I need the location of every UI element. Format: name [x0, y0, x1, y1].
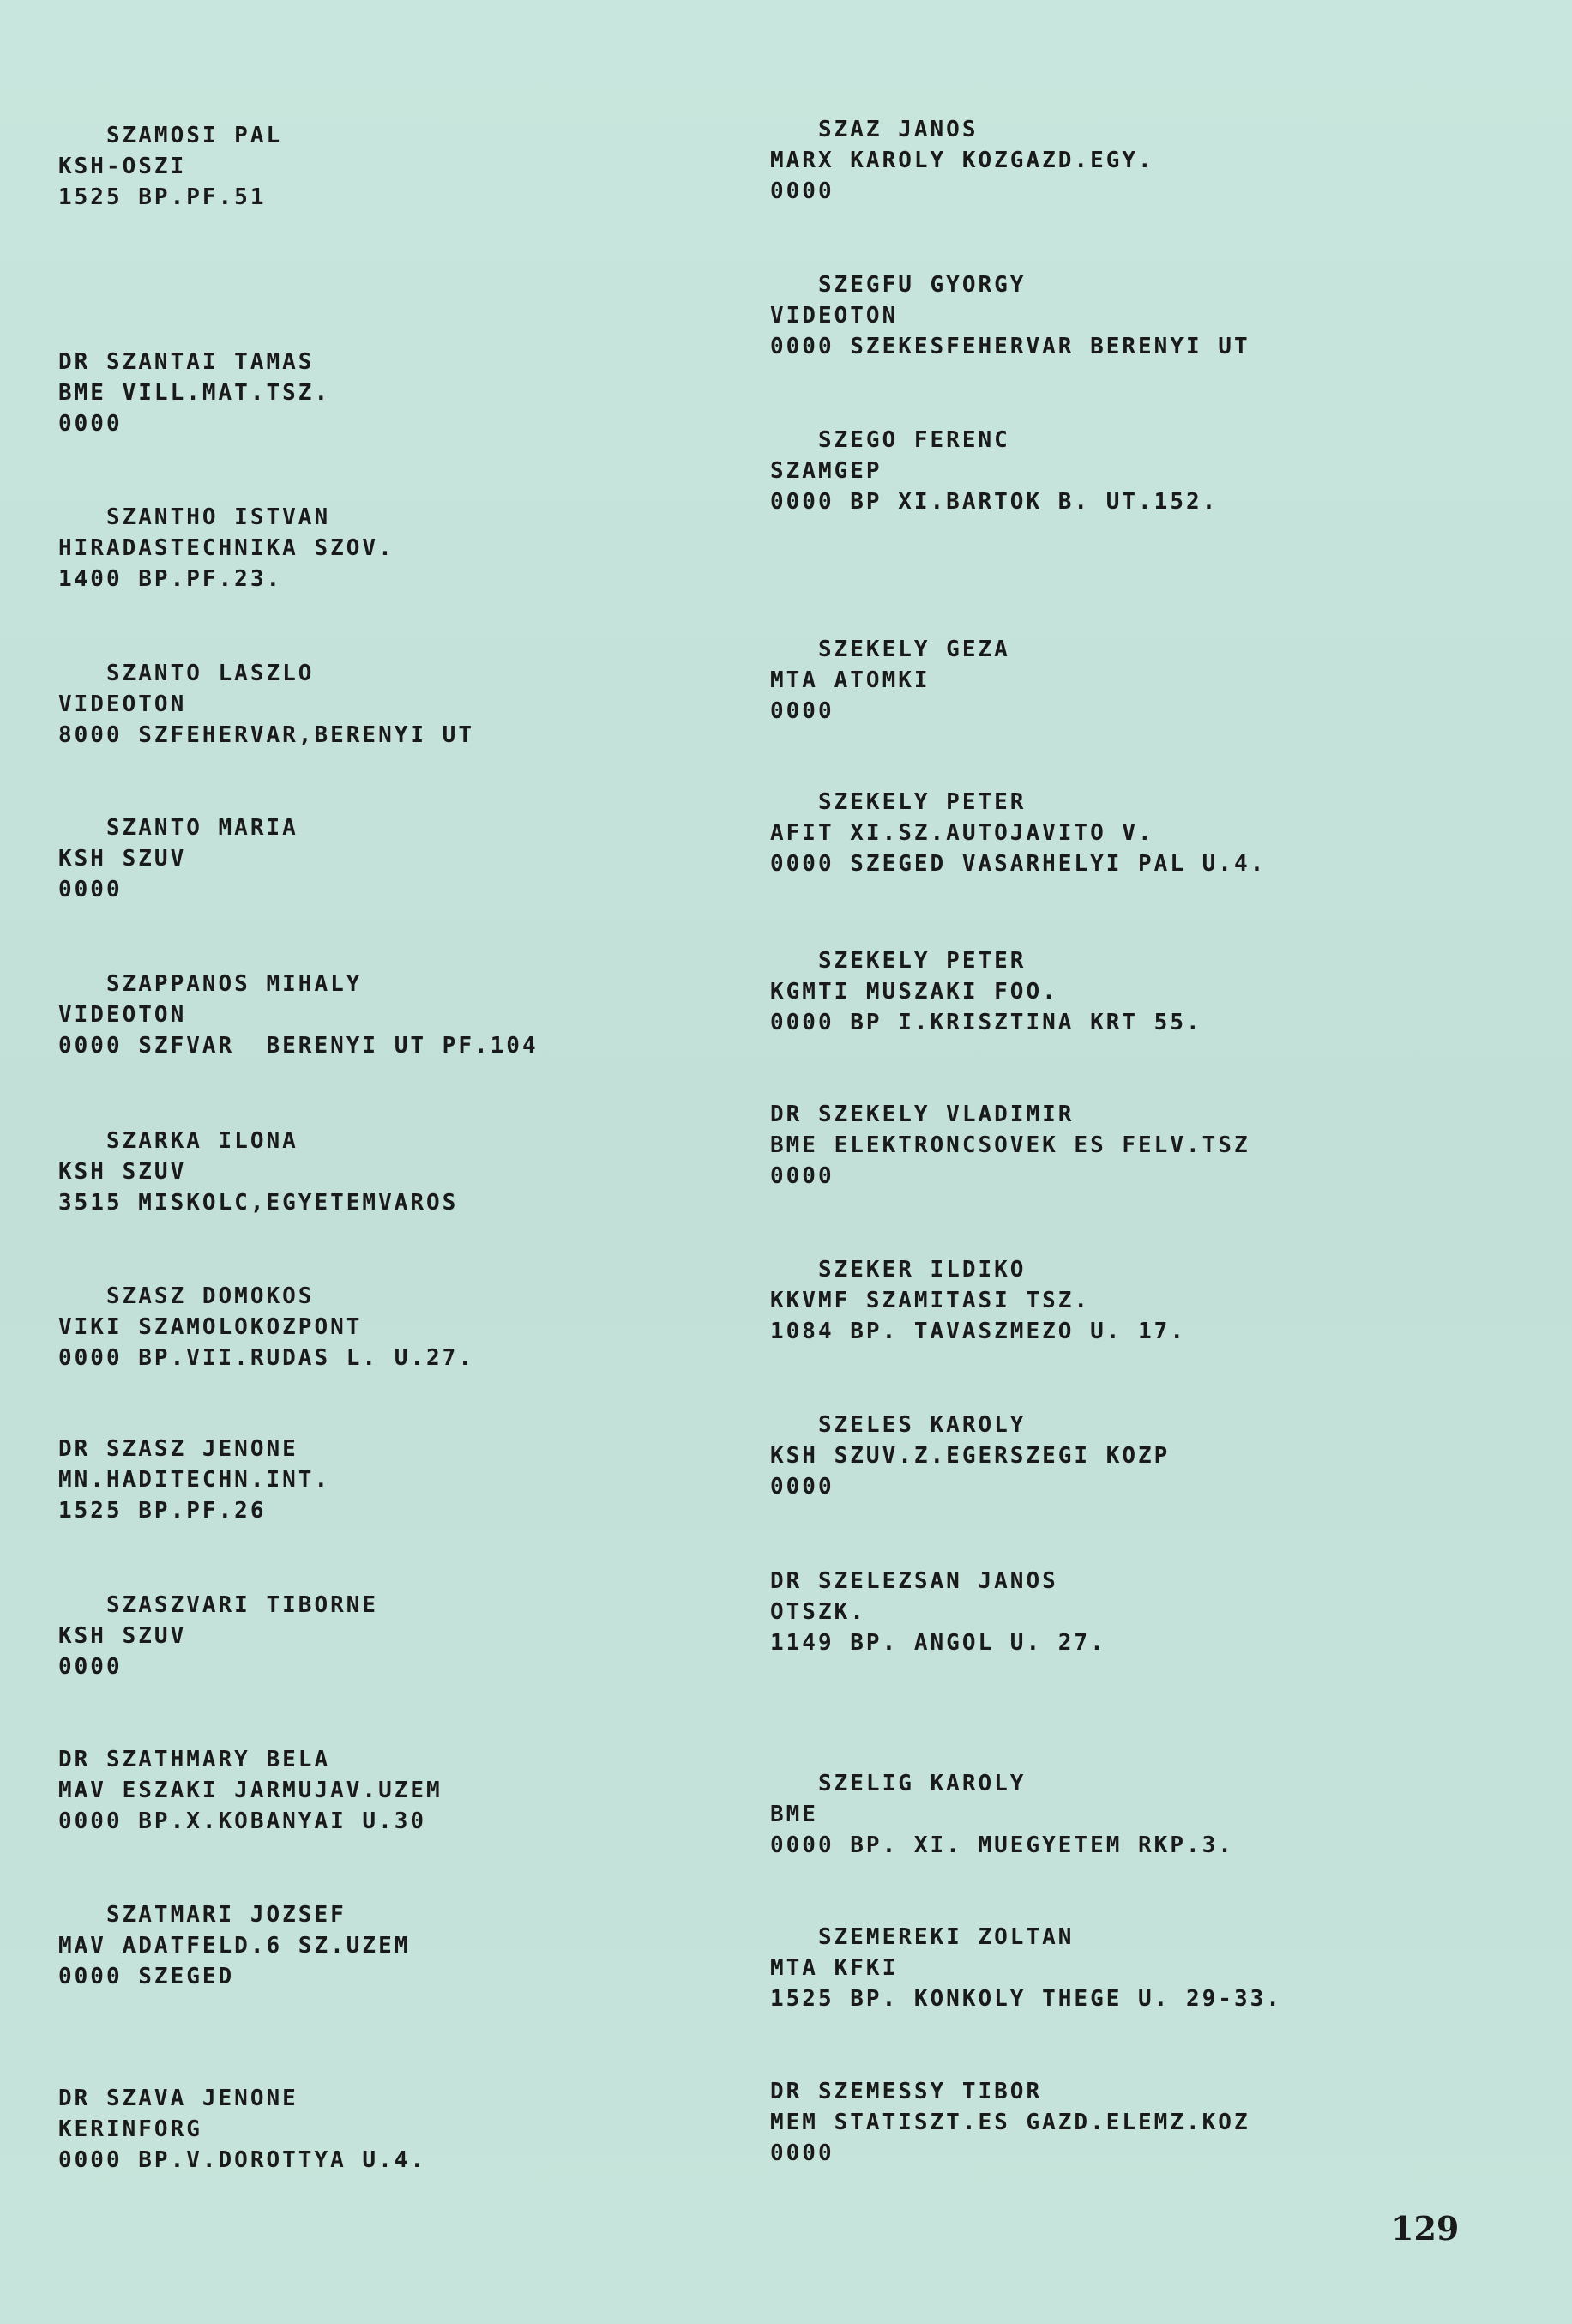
entry-name: DR SZANTAI TAMAS: [58, 349, 315, 375]
directory-entry: [770, 425, 1473, 517]
entry-organization: VIDEOTON: [58, 1002, 187, 1028]
entry-name: SZEGFU GYORGY: [770, 272, 1027, 298]
entry-organization: BME ELEKTRONCSOVEK ES FELV.TSZ: [770, 1132, 1250, 1158]
entry-name: SZANTO LASZLO: [58, 661, 315, 686]
entry-address: 0000: [58, 411, 123, 437]
directory-entry: [770, 269, 1473, 362]
entry-organization: MEM STATISZT.ES GAZD.ELEMZ.KOZ: [770, 2110, 1250, 2135]
directory-entry: [58, 969, 762, 1061]
entry-address: 0000: [770, 698, 834, 724]
entry-address: 1525 BP.PF.51: [58, 184, 267, 210]
directory-entry: [58, 502, 762, 595]
entry-name: SZEMEREKI ZOLTAN: [770, 1924, 1075, 1950]
entry-name: SZASZVARI TIBORNE: [58, 1592, 379, 1618]
entry-address: 8000 SZFEHERVAR,BERENYI UT: [58, 722, 474, 748]
entry-name: SZANTO MARIA: [58, 815, 298, 841]
entry-address: 0000 BP.VII.RUDAS L. U.27.: [58, 1345, 474, 1371]
entry-name: DR SZELEZSAN JANOS: [770, 1568, 1058, 1594]
entry-address: 0000: [770, 178, 834, 204]
entry-organization: KSH SZUV: [58, 1159, 187, 1185]
entry-organization: KSH-OSZI: [58, 154, 187, 179]
entry-address: 0000: [770, 1474, 834, 1500]
page-number: 129: [1391, 2209, 1460, 2248]
directory-entry: [58, 1590, 762, 1682]
entry-name: DR SZEKELY VLADIMIR: [770, 1102, 1075, 1127]
entry-name: SZATMARI JOZSEF: [58, 1902, 346, 1928]
entry-organization: MTA KFKI: [770, 1955, 899, 1981]
entry-address: 0000 BP. XI. MUEGYETEM RKP.3.: [770, 1832, 1234, 1858]
entry-organization: KKVMF SZAMITASI TSZ.: [770, 1288, 1091, 1313]
entry-address: 0000 BP.X.KOBANYAI U.30: [58, 1808, 427, 1834]
directory-entry: [58, 120, 762, 213]
directory-entry: [770, 1566, 1473, 1658]
directory-entry: [770, 2076, 1473, 2169]
directory-entry: [770, 1922, 1473, 2014]
directory-entry: [58, 1126, 762, 1218]
entry-name: SZEGO FERENC: [770, 427, 1010, 453]
entry-name: SZELES KAROLY: [770, 1412, 1027, 1438]
entry-address: 0000 SZEGED: [58, 1964, 235, 1989]
entry-address: 0000 BP.V.DOROTTYA U.4.: [58, 2147, 427, 2173]
directory-entry: [58, 347, 762, 439]
entry-name: SZARKA ILONA: [58, 1128, 298, 1154]
entry-organization: KSH SZUV.Z.EGERSZEGI KOZP: [770, 1443, 1171, 1469]
entry-name: DR SZAVA JENONE: [58, 2086, 298, 2111]
entry-organization: AFIT XI.SZ.AUTOJAVITO V.: [770, 820, 1154, 846]
directory-entry: [770, 1768, 1473, 1861]
entry-organization: BME: [770, 1802, 818, 1827]
entry-organization: KSH SZUV: [58, 846, 187, 872]
entry-address: 0000: [58, 877, 123, 902]
directory-entry: [770, 114, 1473, 207]
directory-entry: [770, 1254, 1473, 1347]
entry-address: 1149 BP. ANGOL U. 27.: [770, 1630, 1106, 1656]
entry-organization: VIDEOTON: [58, 691, 187, 717]
entry-name: SZELIG KAROLY: [770, 1771, 1027, 1796]
entry-name: DR SZATHMARY BELA: [58, 1747, 331, 1772]
directory-entry: [58, 658, 762, 751]
entry-organization: OTSZK.: [770, 1599, 866, 1625]
entry-organization: HIRADASTECHNIKA SZOV.: [58, 535, 395, 561]
entry-name: SZEKER ILDIKO: [770, 1257, 1027, 1283]
entry-address: 0000: [58, 1654, 123, 1680]
directory-entry: [58, 812, 762, 905]
directory-entry: [770, 787, 1473, 879]
entry-name: SZEKELY PETER: [770, 789, 1027, 815]
entry-organization: BME VILL.MAT.TSZ.: [58, 380, 331, 406]
entry-address: 0000: [770, 2140, 834, 2166]
directory-entry: [58, 1434, 762, 1526]
entry-name: SZEKELY PETER: [770, 948, 1027, 974]
entry-organization: KGMTI MUSZAKI FOO.: [770, 979, 1058, 1005]
entry-address: 0000 BP I.KRISZTINA KRT 55.: [770, 1010, 1202, 1035]
entry-address: 1525 BP. KONKOLY THEGE U. 29-33.: [770, 1986, 1282, 2012]
entry-organization: SZAMGEP: [770, 458, 882, 484]
entry-address: 0000 SZEKESFEHERVAR BERENYI UT: [770, 334, 1250, 359]
entry-organization: VIKI SZAMOLOKOZPONT: [58, 1314, 363, 1340]
entry-address: 1400 BP.PF.23.: [58, 566, 283, 592]
entry-name: SZASZ DOMOKOS: [58, 1283, 315, 1309]
directory-entry: [58, 2083, 762, 2176]
directory-entry: [58, 1281, 762, 1373]
entry-organization: MAV ESZAKI JARMUJAV.UZEM: [58, 1778, 443, 1803]
entry-address: 1525 BP.PF.26: [58, 1498, 267, 1524]
entry-name: DR SZEMESSY TIBOR: [770, 2079, 1043, 2104]
entry-address: 0000 SZEGED VASARHELYI PAL U.4.: [770, 851, 1267, 877]
entry-address: 0000 BP XI.BARTOK B. UT.152.: [770, 489, 1219, 515]
entry-organization: KSH SZUV: [58, 1623, 187, 1649]
entry-address: 3515 MISKOLC,EGYETEMVAROS: [58, 1190, 459, 1216]
directory-entry: [770, 1099, 1473, 1192]
entry-organization: VIDEOTON: [770, 303, 899, 329]
entry-organization: MTA ATOMKI: [770, 667, 931, 693]
entry-name: SZEKELY GEZA: [770, 637, 1010, 662]
entry-address: 0000: [770, 1163, 834, 1189]
entry-address: 1084 BP. TAVASZMEZO U. 17.: [770, 1319, 1186, 1344]
entry-name: SZAMOSI PAL: [58, 123, 283, 148]
entry-name: SZANTHO ISTVAN: [58, 504, 331, 530]
entry-address: 0000 SZFVAR BERENYI UT PF.104: [58, 1033, 539, 1059]
entry-organization: KERINFORG: [58, 2116, 202, 2142]
entry-name: DR SZASZ JENONE: [58, 1436, 298, 1462]
directory-entry: [770, 1409, 1473, 1502]
entry-name: SZAZ JANOS: [770, 117, 979, 142]
entry-organization: MN.HADITECHN.INT.: [58, 1467, 331, 1493]
directory-entry: [770, 945, 1473, 1038]
directory-entry: [58, 1744, 762, 1837]
entry-organization: MAV ADATFELD.6 SZ.UZEM: [58, 1933, 411, 1959]
entry-organization: MARX KAROLY KOZGAZD.EGY.: [770, 148, 1154, 173]
entry-name: SZAPPANOS MIHALY: [58, 971, 363, 997]
directory-entry: [58, 1899, 762, 1992]
directory-entry: [770, 634, 1473, 727]
